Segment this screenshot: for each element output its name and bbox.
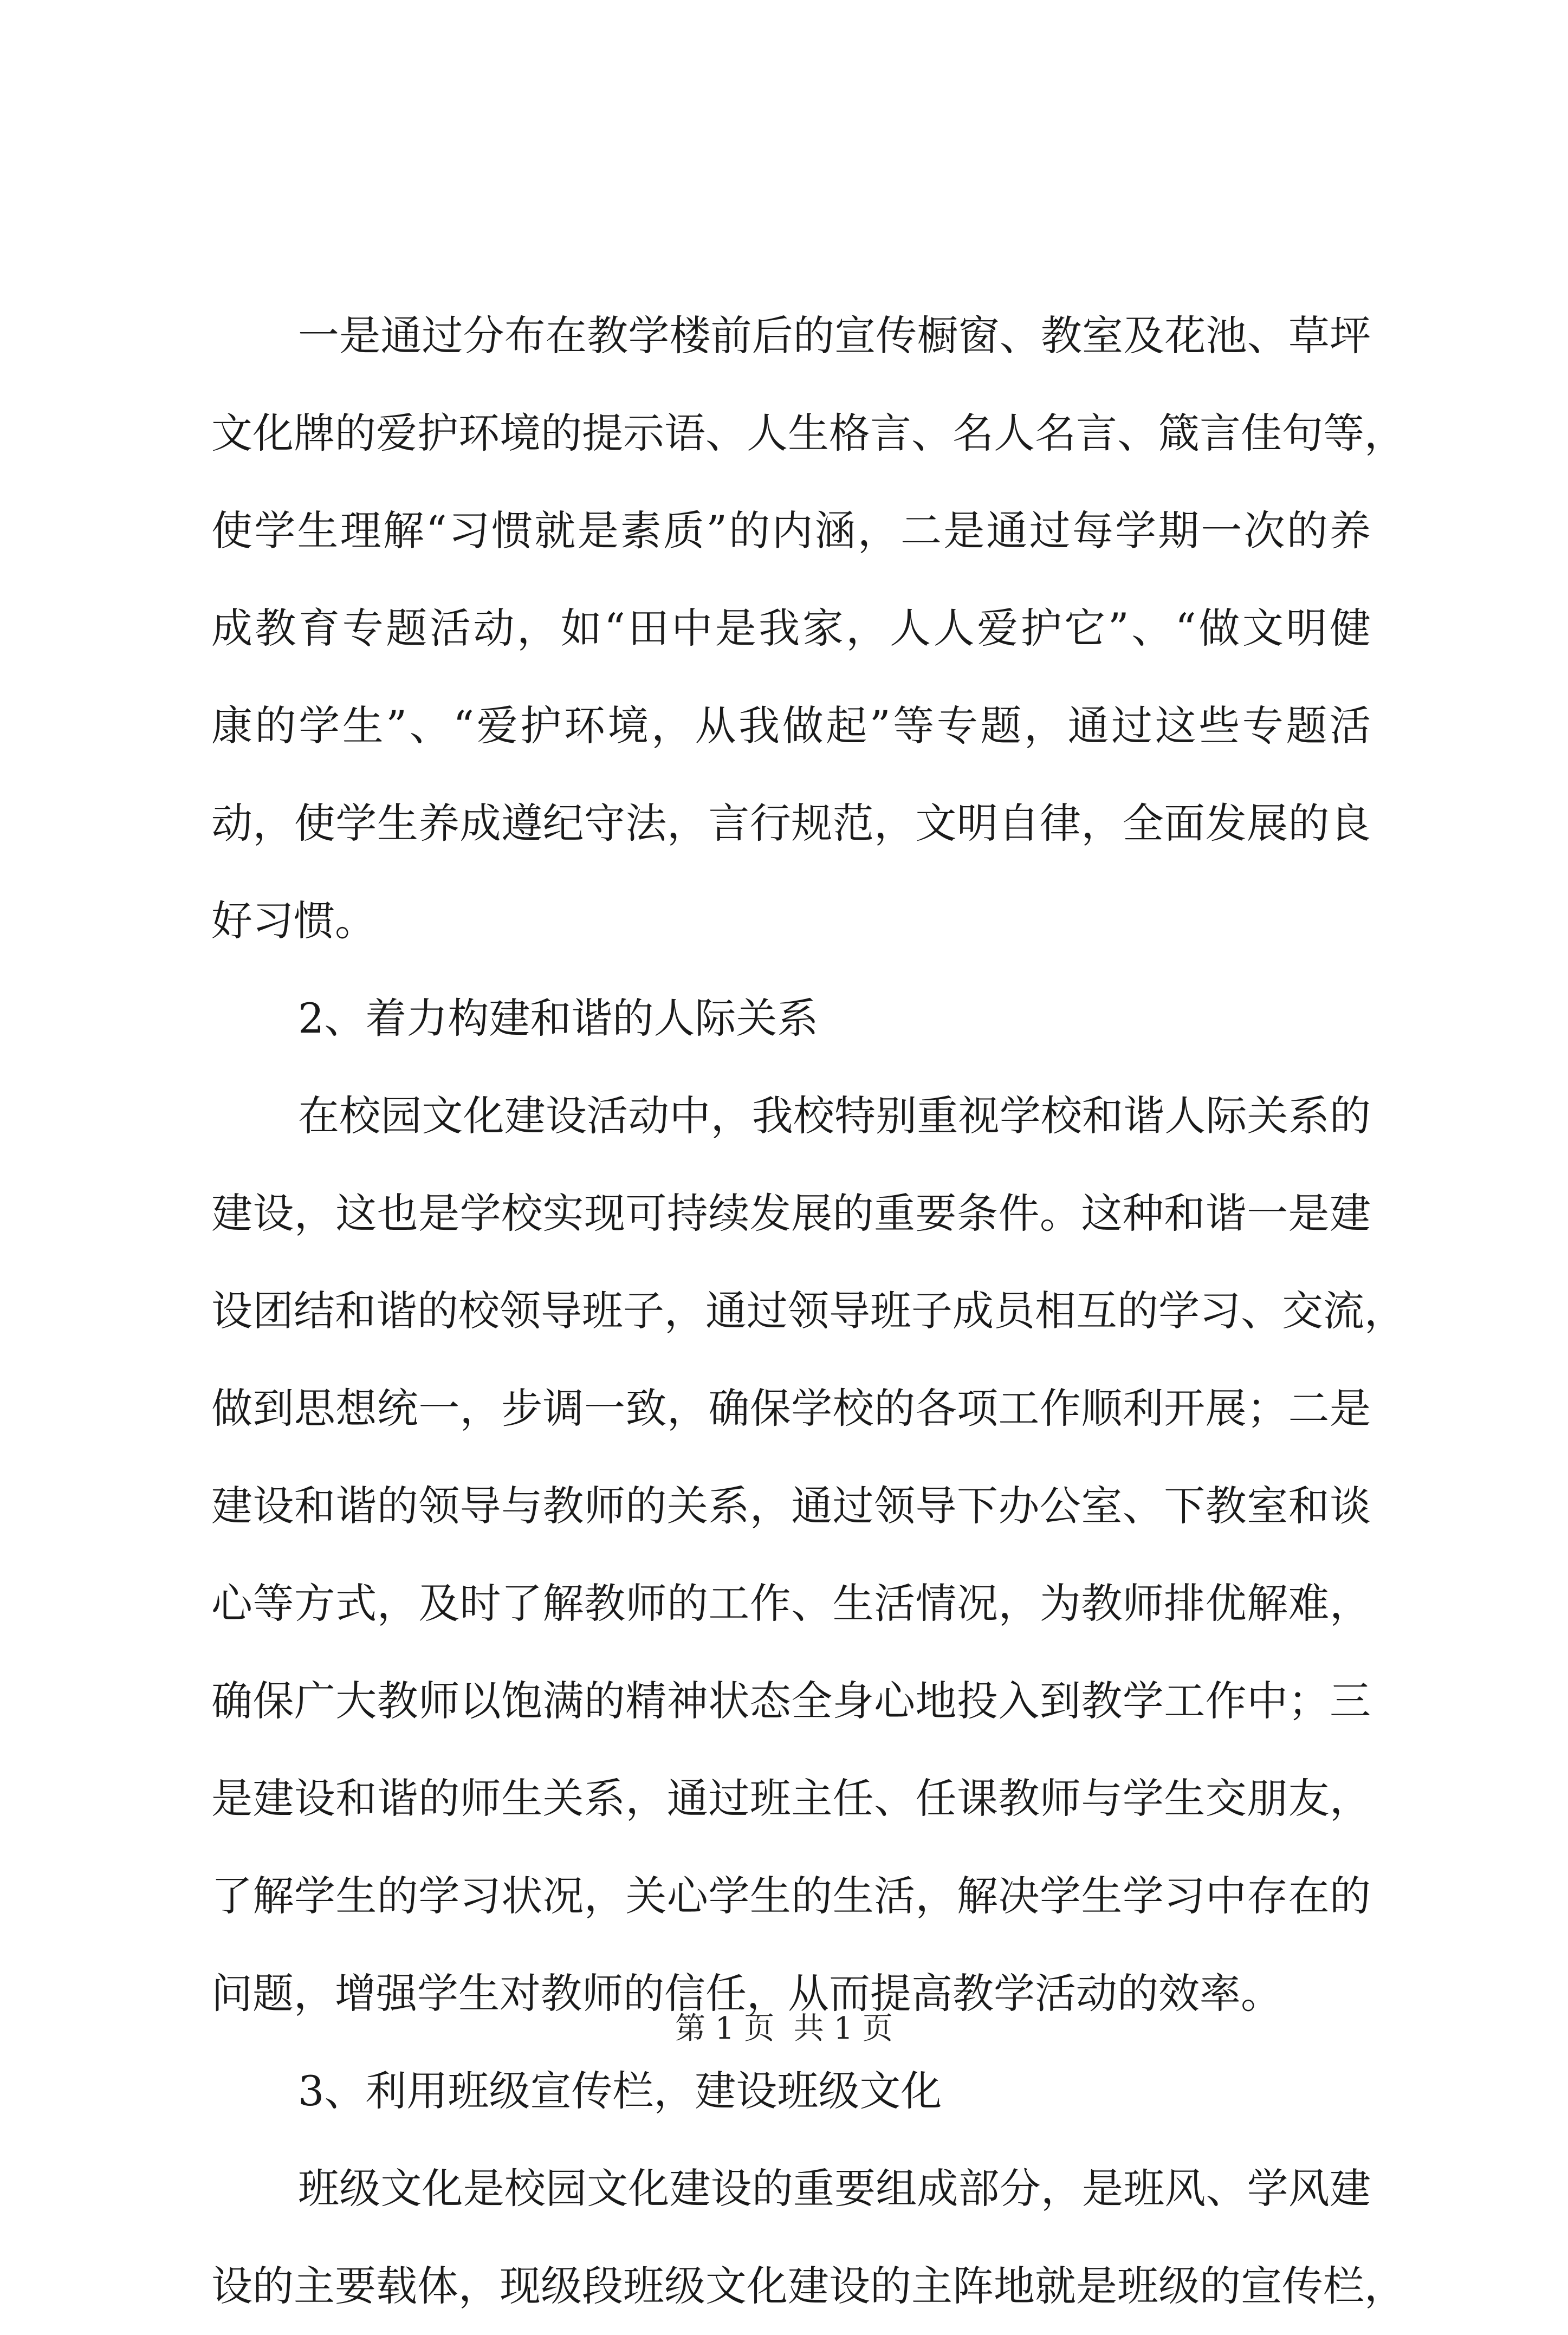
paragraph-1-line-5: 康的学生”、“爱护环境，从我做起”等专题，通过这些专题活 [211,702,1371,750]
paragraph-3-line-1: 在校园文化建设活动中，我校特别重视学校和谐人际关系的 [298,1092,1371,1140]
paragraph-3-line-7: 确保广大教师以饱满的精神状态全身心地投入到教学工作中；三 [211,1677,1371,1725]
paragraph-3-line-8: 是建设和谐的师生关系，通过班主任、任课教师与学生交朋友， [211,1774,1371,1822]
paragraph-3-line-6: 心等方式，及时了解教师的工作、生活情况，为教师排优解难， [211,1579,1371,1627]
paragraph-3-line-10: 问题，增强学生对教师的信任，从而提高教学活动的效率。 [211,1969,1282,2018]
paragraph-1-line-4: 成教育专题活动，如“田中是我家，人人爱护它”、“做文明健 [211,604,1371,652]
paragraph-5-line-1: 班级文化是校园文化建设的重要组成部分，是班风、学风建 [298,2164,1371,2213]
section-heading-2: 2、着力构建和谐的人际关系 [298,994,819,1042]
paragraph-1-line-6: 动，使学生养成遵纪守法，言行规范，文明自律，全面发展的良 [211,799,1371,847]
paragraph-1-line-1: 一是通过分布在教学楼前后的宣传橱窗、教室及花池、草坪 [298,312,1371,360]
paragraph-3-line-3: 设团结和谐的校领导班子，通过领导班子成员相互的学习、交流， [211,1287,1405,1335]
paragraph-1-line-3: 使学生理解“习惯就是素质”的内涵，二是通过每学期一次的养 [211,507,1371,555]
page-footer [0,2005,1568,2048]
paragraph-3-line-9: 了解学生的学习状况，关心学生的生活，解决学生学习中存在的 [211,1872,1371,1920]
paragraph-3-line-2: 建设，这也是学校实现可持续发展的重要条件。这种和谐一是建 [211,1189,1371,1237]
page-number: 第 1 页 共 1 页 [675,2011,893,2046]
paragraph-3-line-5: 建设和谐的领导与教师的关系，通过领导下办公室、下教室和谈 [211,1482,1371,1530]
section-heading-3: 3、利用班级宣传栏，建设班级文化 [298,2067,942,2115]
paragraph-1-line-7: 好习惯。 [211,897,376,945]
paragraph-1-line-2: 文化牌的爱护环境的提示语、人生格言、名人名言、箴言佳句等， [211,409,1405,457]
paragraph-3-line-4: 做到思想统一，步调一致，确保学校的各项工作顺利开展；二是 [211,1384,1371,1432]
paragraph-5-line-2: 设的主要载体，现级段班级文化建设的主阵地就是班级的宣传栏， [211,2262,1405,2310]
